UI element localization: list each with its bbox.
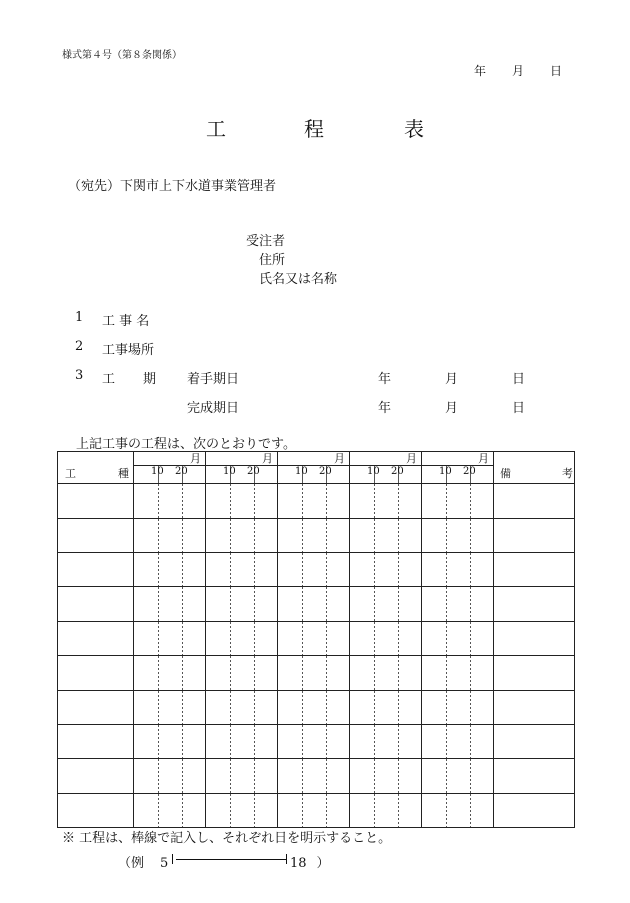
example-bar [176,859,286,860]
work-type-cell[interactable] [58,484,134,518]
remarks-cell[interactable] [494,793,575,827]
month-cell[interactable] [278,690,350,724]
month-cell[interactable] [422,587,494,621]
start-date-label: 着手期日 [187,372,240,387]
month-cell[interactable] [350,518,422,552]
remarks-cell[interactable] [494,656,575,690]
title-char-3: 表 [404,117,426,141]
month-cell[interactable] [422,484,494,518]
month-cell[interactable] [206,587,278,621]
month-cell[interactable] [206,793,278,827]
month-header-1: 月 [134,452,206,466]
remarks-cell[interactable] [494,759,575,793]
table-row [58,484,575,518]
month-cell[interactable] [350,656,422,690]
item-2-number: 2 [75,339,84,354]
month-cell[interactable] [134,484,206,518]
day-10-label: 10 [295,466,308,478]
table-row [58,656,575,690]
month-cell[interactable] [278,724,350,758]
month-cell[interactable] [206,553,278,587]
month-cell[interactable] [278,759,350,793]
table-row [58,518,575,552]
item-3-number: 3 [75,368,84,383]
remarks-cell[interactable] [494,621,575,655]
remarks-header [494,452,575,484]
month-cell[interactable] [278,587,350,621]
month-cell[interactable] [422,690,494,724]
month-cell[interactable] [278,553,350,587]
month-cell[interactable] [350,724,422,758]
month-cell[interactable] [422,621,494,655]
remarks-cell[interactable] [494,484,575,518]
start-date-day: 日 [512,372,526,387]
date-month: 月 [512,64,525,78]
month-cell[interactable] [206,621,278,655]
month-header-3: 月 [278,452,350,466]
day-header-5 [422,466,494,484]
remarks-header-a: 備 [500,467,511,480]
table-row [58,587,575,621]
item-2-label: 工事場所 [102,343,155,358]
day-20-label: 20 [319,466,332,478]
end-date-day: 日 [512,401,526,416]
note: ※ 工程は、棒線で記入し、それぞれ日を明示すること。 [62,831,392,846]
day-20-label: 20 [463,466,476,478]
month-cell[interactable] [278,518,350,552]
month-cell[interactable] [278,484,350,518]
end-date-month: 月 [445,401,459,416]
item-1-label: 工 事 名 [102,314,150,329]
schedule-table [57,451,575,828]
month-header-4: 月 [350,452,422,466]
address-label: 住所 [259,253,286,268]
day-header-1 [134,466,206,484]
day-header-3 [278,466,350,484]
start-date-year: 年 [378,372,392,387]
table-row [58,690,575,724]
end-date-year: 年 [378,401,392,416]
table-row [58,621,575,655]
example-bar-start-tick [172,854,173,864]
day-20-label: 20 [391,466,404,478]
month-header-5: 月 [422,452,494,466]
item-1-number: 1 [75,310,84,325]
month-cell[interactable] [134,553,206,587]
name-label: 氏名又は名称 [259,272,338,287]
month-cell[interactable] [134,656,206,690]
day-20-label: 20 [247,466,260,478]
day-10-label: 10 [439,466,452,478]
schedule-body [58,484,575,828]
work-type-cell[interactable] [58,656,134,690]
month-cell[interactable] [350,587,422,621]
work-type-cell[interactable] [58,793,134,827]
example-end [290,852,330,871]
month-cell[interactable] [134,587,206,621]
example-line [118,852,168,871]
item-3-label-b: 期 [143,372,157,387]
work-type-cell[interactable] [58,724,134,758]
work-type-cell[interactable] [58,553,134,587]
title-char-1: 工 [206,117,228,141]
work-type-header-b: 種 [118,467,129,480]
month-cell[interactable] [206,759,278,793]
month-cell[interactable] [422,656,494,690]
remarks-cell[interactable] [494,587,575,621]
month-cell[interactable] [134,793,206,827]
work-type-header [58,452,134,484]
schedule-intro: 上記工事の工程は、次のとおりです。 [76,437,296,452]
start-date-month: 月 [445,372,459,387]
month-cell[interactable] [134,724,206,758]
month-cell[interactable] [422,553,494,587]
table-row [58,759,575,793]
day-header-4 [350,466,422,484]
work-type-cell[interactable] [58,690,134,724]
month-cell[interactable] [422,793,494,827]
month-cell[interactable] [422,518,494,552]
table-row [58,724,575,758]
work-type-cell[interactable] [58,587,134,621]
example-start-day: 5 [160,856,169,871]
remarks-cell[interactable] [494,724,575,758]
end-date-label: 完成期日 [187,401,240,416]
month-cell[interactable] [422,724,494,758]
example-bar-end-tick [286,854,287,864]
addressee: （宛先）下関市上下水道事業管理者 [68,179,277,194]
day-header-2 [206,466,278,484]
header-month-row [58,452,575,466]
month-cell[interactable] [350,759,422,793]
month-cell[interactable] [206,724,278,758]
month-cell[interactable] [206,656,278,690]
month-cell[interactable] [206,690,278,724]
month-cell[interactable] [278,656,350,690]
remarks-cell[interactable] [494,553,575,587]
date-year: 年 [474,64,487,78]
day-10-label: 10 [223,466,236,478]
example-suffix: ） [316,856,330,871]
title-char-2: 程 [304,117,326,141]
month-cell[interactable] [134,690,206,724]
work-type-cell[interactable] [58,759,134,793]
month-cell[interactable] [350,484,422,518]
month-cell[interactable] [134,759,206,793]
month-cell[interactable] [422,759,494,793]
month-cell[interactable] [206,518,278,552]
month-header-2: 月 [206,452,278,466]
day-10-label: 10 [367,466,380,478]
month-cell[interactable] [134,621,206,655]
month-cell[interactable] [350,793,422,827]
work-type-header-a: 工 [65,467,76,480]
item-3-label-a: 工 [102,372,116,387]
day-10-label: 10 [151,466,164,478]
month-cell[interactable] [278,793,350,827]
example-end-day: 18 [290,856,307,871]
date-day: 日 [550,64,563,78]
month-cell[interactable] [350,553,422,587]
work-type-cell[interactable] [58,518,134,552]
work-type-cell[interactable] [58,621,134,655]
month-cell[interactable] [350,690,422,724]
month-cell[interactable] [350,621,422,655]
table-row [58,553,575,587]
remarks-cell[interactable] [494,690,575,724]
remarks-cell[interactable] [494,518,575,552]
month-cell[interactable] [206,484,278,518]
month-cell[interactable] [278,621,350,655]
month-cell[interactable] [134,518,206,552]
contractor-label: 受注者 [246,234,286,249]
table-row [58,793,575,827]
remarks-header-b: 考 [562,467,573,480]
date-line [474,62,562,79]
example-prefix: （例 [118,856,145,871]
day-20-label: 20 [175,466,188,478]
form-number: 様式第４号（第８条関係） [62,50,182,61]
